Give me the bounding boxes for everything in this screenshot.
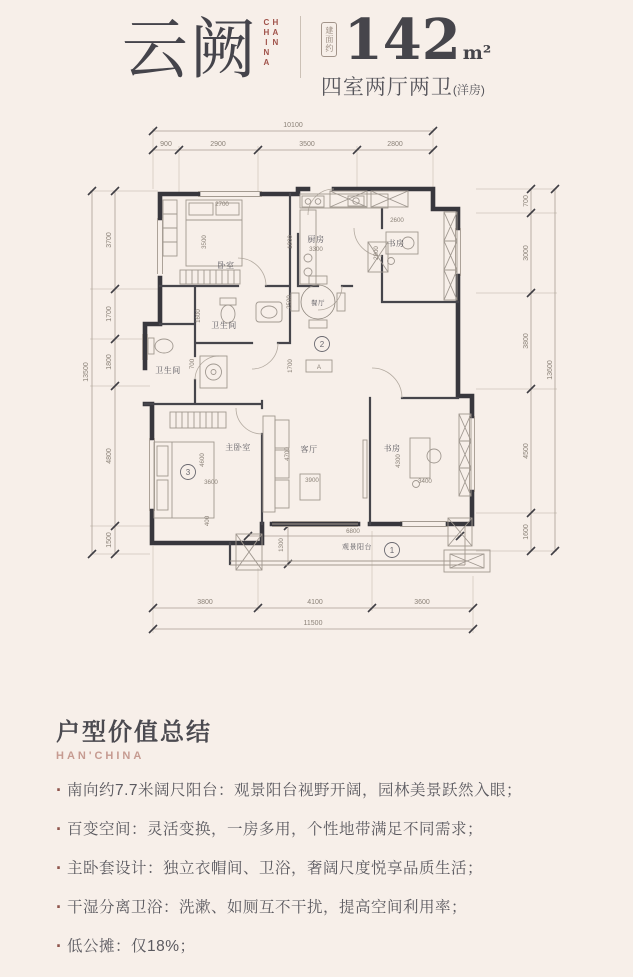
room-label-master: 主卧室: [225, 443, 251, 452]
dim-left-seg5: 1500: [106, 532, 113, 548]
layout-suffix: (洋房): [452, 83, 485, 97]
dim-right-seg5: 1600: [523, 524, 530, 540]
brand-en-word1: HAN: [270, 18, 280, 48]
dim-top-seg2: 2900: [210, 141, 226, 148]
summary-bullet: · 主卧套设计：独立衣帽间、卫浴，奢阔尺度悦享品质生活；: [56, 860, 596, 877]
brand-en-word2: CHINA: [261, 18, 271, 68]
dim-bottom-seg2: 4100: [307, 599, 323, 606]
dim-living-width: 3900: [305, 477, 319, 484]
marker-master: 3: [185, 468, 191, 477]
room-label-bath-left: 卫生间: [155, 366, 181, 375]
room-label-balcony: 观景阳台: [342, 544, 372, 551]
dim-kitchen-width: 3300: [309, 246, 323, 253]
room-label-study-bottom: 书房: [383, 444, 401, 453]
dim-left-seg2: 1700: [106, 306, 113, 322]
marker-balcony: 1: [389, 546, 395, 555]
summary-bullet: · 干湿分离卫浴：洗漱、如厕互不干扰，提高空间利用率；: [56, 899, 596, 916]
area-prefix-stamp: 建面约: [321, 22, 337, 57]
dim-right-seg2: 3000: [523, 245, 530, 261]
area-unit: m²: [462, 42, 492, 64]
dim-right-seg3: 3800: [523, 333, 530, 349]
dim-kitchen-depth: 1800: [287, 235, 294, 249]
summary-section: [56, 712, 596, 977]
room-label-bath-top: 卫生间: [211, 321, 237, 330]
dim-balcony-depth: 1300: [278, 538, 285, 552]
dim-master-width: 3600: [204, 479, 218, 486]
summary-bullet-list: [56, 782, 596, 955]
dim-balcony-side: 400: [204, 515, 211, 527]
dim-bottom-seg1: 3800: [197, 599, 213, 606]
dim-living-depth: 4700: [284, 447, 291, 461]
dim-dining-depth: 2500: [286, 295, 293, 309]
header-divider: [300, 16, 301, 78]
summary-bullet: · 低公摊：仅18%；: [56, 938, 596, 955]
dim-bottom-seg3: 3600: [414, 599, 430, 606]
dim-bath-left-width: 700: [189, 358, 196, 370]
summary-title: 户型价值总结: [56, 719, 212, 746]
dim-hall-depth: 1700: [287, 359, 294, 373]
dim-master-depth: 4600: [199, 453, 206, 467]
dim-right-total: 13600: [547, 360, 554, 380]
dim-right-seg4: 4500: [523, 443, 530, 459]
dim-top-seg3: 3500: [299, 141, 315, 148]
summary-bullet: · 南向约7.7米阔尺阳台：观景阳台视野开阔，园林美景跃然入眼；: [56, 782, 596, 799]
room-label-bedroom: 卧室: [217, 261, 235, 270]
dim-bedroom-width: 2700: [215, 201, 229, 208]
dim-study-top-width: 2600: [390, 217, 404, 224]
room-label-kitchen: 厨房: [307, 235, 325, 244]
brand-name: 云阙: [121, 11, 258, 88]
header: [0, 8, 633, 108]
area-block: [320, 7, 511, 101]
dim-bedroom-depth: 3500: [201, 235, 208, 249]
summary-subtitle: HAN'CHINA: [56, 750, 145, 762]
dim-bottom-total: 11500: [303, 620, 323, 627]
dim-bath-top-depth: 1600: [195, 309, 202, 323]
dim-top-seg1: 900: [160, 141, 172, 148]
dim-study-top-depth: 2800: [373, 246, 380, 260]
marker-dining: 2: [319, 340, 325, 349]
dim-study-bottom-depth: 4300: [395, 454, 402, 468]
layout-line: [321, 71, 511, 101]
dim-left-seg3: 1800: [106, 354, 113, 370]
area-value: 142: [343, 7, 461, 73]
dim-study-bottom-width: 3400: [418, 478, 432, 485]
section-mark-a: A: [316, 364, 322, 371]
dim-left-total: 13500: [83, 362, 90, 382]
layout-text: 四室两厅两卫: [320, 76, 453, 99]
floorplan-svg: [0, 106, 633, 651]
room-label-dining: 餐厅: [311, 300, 325, 307]
brand-name-en: [262, 18, 280, 92]
dim-top-total: 10100: [283, 122, 303, 129]
dim-right-seg1: 700: [523, 195, 530, 207]
dim-balcony-width: 6800: [346, 528, 360, 535]
room-label-study-top: 书房: [387, 239, 405, 248]
summary-bullet: · 百变空间：灵活变换，一房多用，个性地带满足不同需求；: [56, 821, 596, 838]
interior-walls: [145, 194, 458, 564]
dim-left-seg1: 3700: [106, 232, 113, 248]
dim-left-seg4: 4800: [106, 448, 113, 464]
room-label-living: 客厅: [300, 445, 318, 454]
dim-top-seg4: 2800: [387, 141, 403, 148]
